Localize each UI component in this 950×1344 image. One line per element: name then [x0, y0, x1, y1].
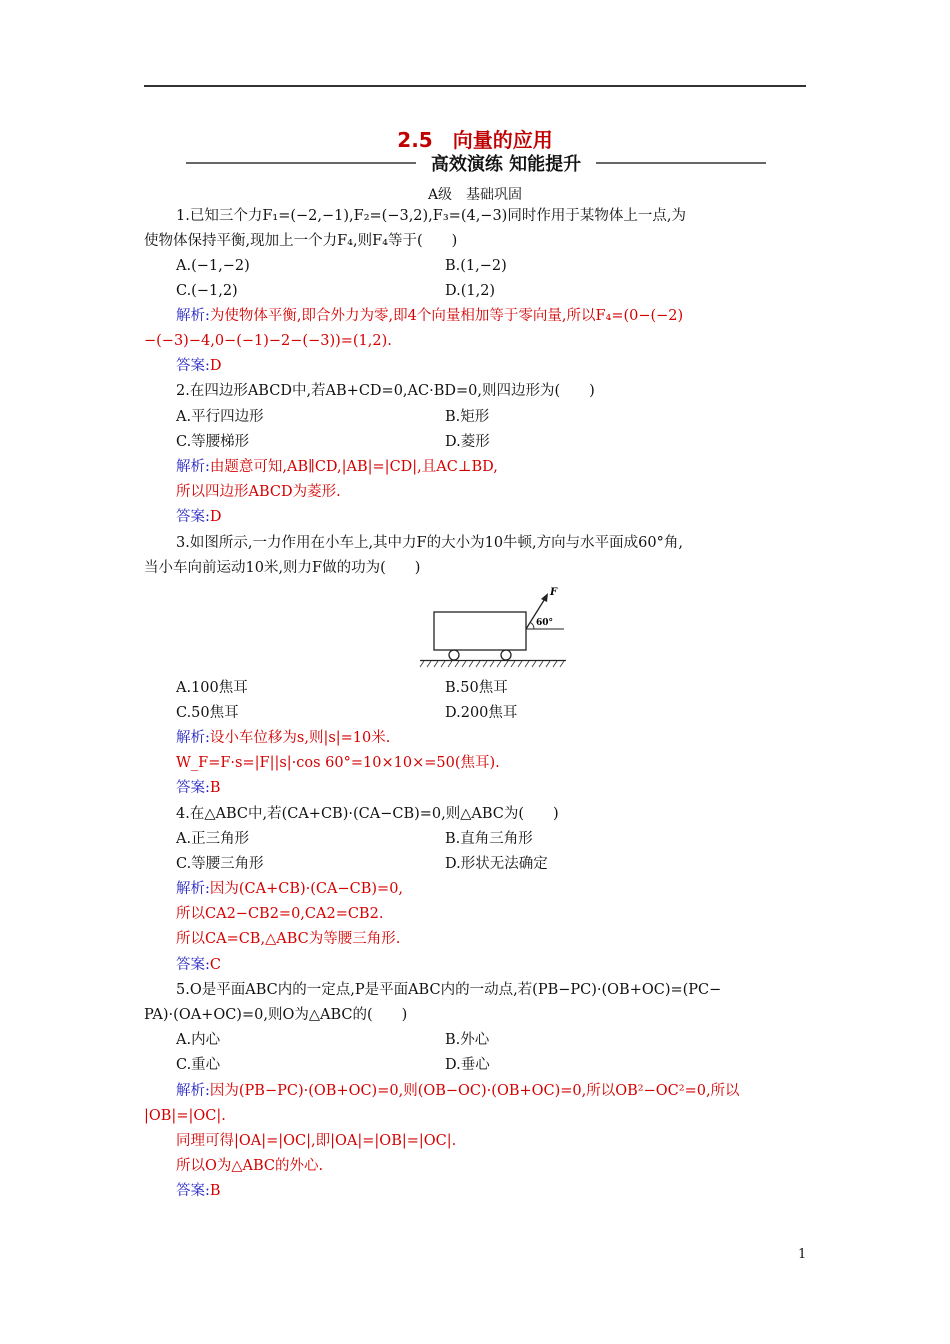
ground-hatching: [420, 661, 564, 667]
q3-answer-label: 答案:: [176, 780, 210, 796]
q4-solution-line2: 所以CA2−CB2=0,CA2=CB2.: [176, 906, 384, 922]
q1-option-a: A.(−1,−2): [176, 258, 250, 274]
q4-solution-text1: 因为(CA+CB)·(CA−CB)=0,: [209, 881, 404, 897]
q3-solution-line2: W_F=F·s=|F||s|·cos 60°=10×10×=50(焦耳).: [176, 755, 500, 771]
level-heading: A级 基础巩固: [427, 187, 523, 203]
q5-option-b: B.外心: [445, 1032, 490, 1048]
q5-stem-line2: PA)·(OA+OC)=0,则O为△ABC的( ): [144, 1007, 408, 1023]
q5-answer: [176, 1181, 221, 1201]
section-title: 2.5 向量的应用: [397, 128, 553, 152]
q5-stem-line1: 5.O是平面ABC内的一定点,P是平面ABC内的一动点,若(PB−PC)·(OB+OC)=(PC−: [176, 982, 722, 998]
q3-solution-text1: 设小车位移为s,则|s|=10米.: [209, 730, 391, 746]
q1-option-c: C.(−1,2): [176, 283, 238, 299]
q3-stem-line2: 当小车向前运动10米,则力F做的功为( ): [144, 560, 421, 576]
q1-option-d: D.(1,2): [445, 283, 496, 299]
q2-stem: 2.在四边形ABCD中,若AB+CD=0,AC·BD=0,则四边形为( ): [176, 383, 595, 399]
q5-solution-label: 解析:: [176, 1083, 210, 1099]
q3-stem-line1: 3.如图所示,一力作用在小车上,其中力F的大小为10牛顿,方向与水平面成60°角,: [176, 535, 683, 551]
cart-wheel-right: [501, 650, 511, 660]
force-label: F: [550, 587, 558, 598]
q1-solution-line1: [176, 306, 683, 326]
banner: [186, 150, 766, 174]
q3-option-c: C.50焦耳: [176, 705, 239, 721]
q2-option-c: C.等腰梯形: [176, 434, 250, 450]
q5-answer-value: B: [209, 1183, 221, 1199]
q3-option-a: A.100焦耳: [176, 680, 248, 696]
q1-solution-text1: 为使物体平衡,即合外力为零,即4个向量相加等于零向量,所以F₄=(0−(−2): [209, 308, 684, 324]
q3-option-d: D.200焦耳: [445, 705, 518, 721]
q4-option-c: C.等腰三角形: [176, 856, 264, 872]
q5-solution-line4: 所以O为△ABC的外心.: [176, 1158, 324, 1174]
cart-force-figure: [418, 585, 568, 669]
q4-solution-line1: [176, 879, 403, 899]
q5-option-d: D.垂心: [445, 1057, 490, 1073]
q3-solution-label: 解析:: [176, 730, 210, 746]
q2-solution-line2: 所以四边形ABCD为菱形.: [176, 484, 341, 500]
q2-option-a: A.平行四边形: [176, 409, 264, 425]
q5-option-a: A.内心: [176, 1032, 221, 1048]
banner-text: 高效演练 知能提升: [430, 154, 582, 175]
q4-solution-line3: 所以CA=CB,△ABC为等腰三角形.: [176, 931, 401, 947]
banner-rule-right: [596, 162, 766, 164]
angle-arc: [530, 622, 534, 629]
q4-answer-value: C: [209, 957, 221, 973]
q3-answer: [176, 778, 221, 798]
q5-answer-label: 答案:: [176, 1183, 210, 1199]
q4-stem: 4.在△ABC中,若(CA+CB)·(CA−CB)=0,则△ABC为( ): [176, 806, 559, 822]
q1-solution-label: 解析:: [176, 308, 210, 324]
header-rule: [144, 85, 806, 87]
q4-answer: [176, 955, 221, 975]
q4-option-d: D.形状无法确定: [445, 856, 548, 872]
q2-option-d: D.菱形: [445, 434, 490, 450]
q4-option-b: B.直角三角形: [445, 831, 533, 847]
q3-solution-line1: [176, 728, 390, 748]
q2-solution-label: 解析:: [176, 459, 210, 475]
q3-answer-value: B: [209, 780, 221, 796]
q4-solution-label: 解析:: [176, 881, 210, 897]
q2-option-b: B.矩形: [445, 409, 490, 425]
cart-wheel-left: [449, 650, 459, 660]
page-number: 1: [798, 1247, 807, 1262]
q2-solution-line1: [176, 457, 498, 477]
q2-answer-label: 答案:: [176, 509, 210, 525]
q5-solution-line3: 同理可得|OA|=|OC|,即|OA|=|OB|=|OC|.: [176, 1133, 457, 1149]
q1-answer-value: D: [209, 358, 222, 374]
banner-rule-left: [186, 162, 416, 164]
q1-answer-label: 答案:: [176, 358, 210, 374]
q4-answer-label: 答案:: [176, 957, 210, 973]
q1-answer: [176, 356, 222, 376]
q5-option-c: C.重心: [176, 1057, 221, 1073]
q2-answer-value: D: [209, 509, 222, 525]
q1-stem-line1: 1.已知三个力F₁=(−2,−1),F₂=(−3,2),F₃=(4,−3)同时作用于某物体上一点,为: [176, 208, 686, 224]
q5-solution-line2: |OB|=|OC|.: [144, 1108, 226, 1124]
q2-answer: [176, 507, 222, 527]
q3-option-b: B.50焦耳: [445, 680, 508, 696]
angle-label: 60°: [536, 618, 554, 628]
q1-stem-line2: 使物体保持平衡,现加上一个力F₄,则F₄等于( ): [144, 233, 458, 249]
q1-option-b: B.(1,−2): [445, 258, 507, 274]
q1-solution-line2: −(−3)−4,0−(−1)−2−(−3))=(1,2).: [144, 333, 392, 349]
q5-solution-text1: 因为(PB−PC)·(OB+OC)=0,则(OB−OC)·(OB+OC)=0,所以OB²−OC²=0,所以: [209, 1083, 740, 1099]
q5-solution-line1: [176, 1081, 740, 1101]
cart-body: [434, 612, 526, 650]
q4-option-a: A.正三角形: [176, 831, 250, 847]
force-arrowhead: [541, 593, 548, 602]
q2-solution-text1: 由题意可知,AB∥CD,|AB|=|CD|,且AC⊥BD,: [209, 459, 498, 475]
